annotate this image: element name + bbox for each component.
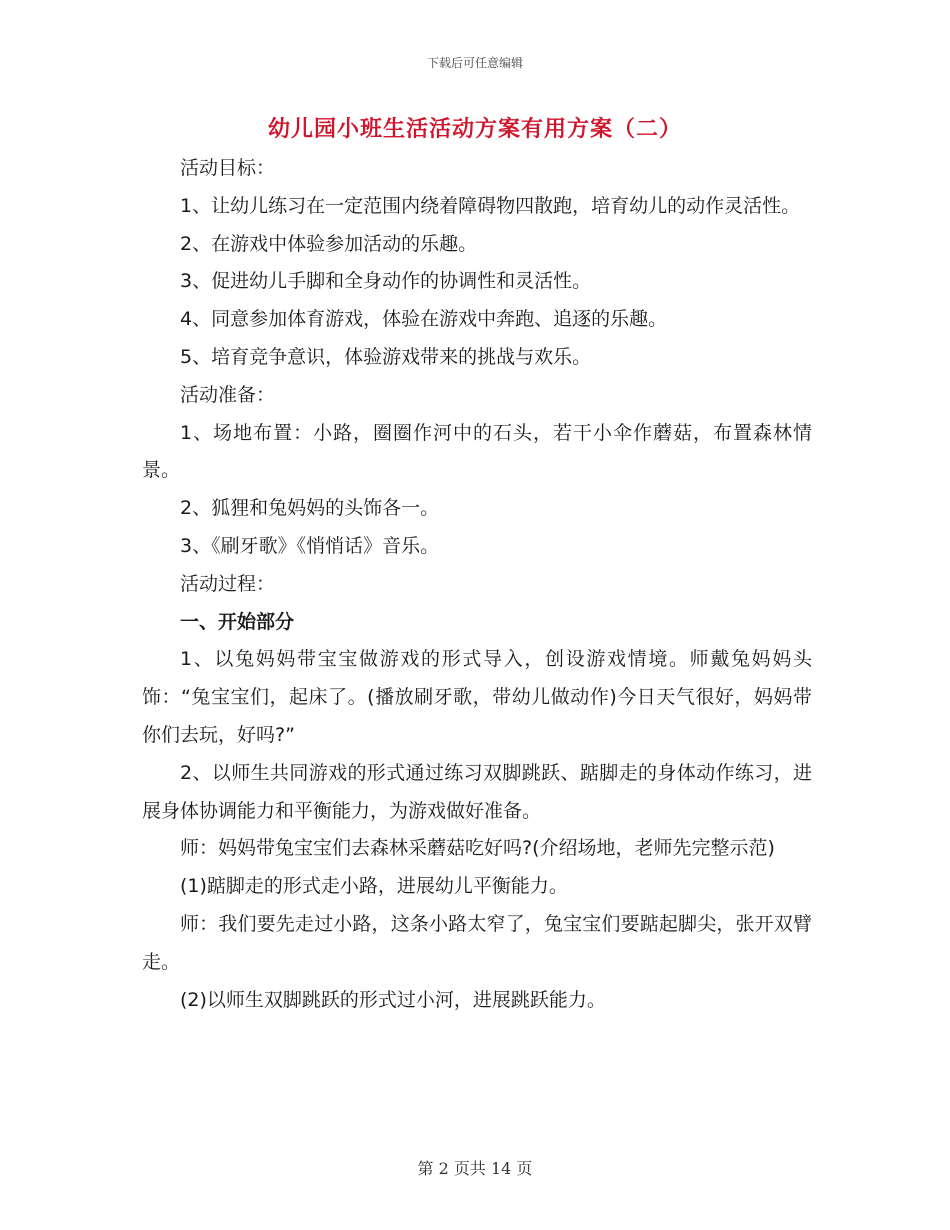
body-paragraph: 1、让幼儿练习在一定范围内绕着障碍物四散跑，培育幼儿的动作灵活性。 xyxy=(180,194,801,217)
document-body xyxy=(142,150,812,1019)
body-paragraph: 3、促进幼儿手脚和全身动作的协调性和灵活性。 xyxy=(180,270,592,293)
body-paragraph: (2)以师生双脚跳跃的形式过小河，进展跳跃能力。 xyxy=(180,988,606,1011)
body-paragraph: 3、《刷牙歌》《悄悄话》音乐。 xyxy=(180,534,440,557)
body-paragraph: 活动过程： xyxy=(180,572,276,595)
page-footer: 第 2 页共 14 页 xyxy=(417,1159,533,1178)
section-heading: 一、开始部分 xyxy=(180,610,295,633)
body-paragraph: 师：我们要先走过小路，这条小路太窄了，兔宝宝们要踮起脚尖，张开双臂走。 xyxy=(142,912,812,973)
body-paragraph: 2、以师生共同游戏的形式通过练习双脚跳跃、踮脚走的身体动作练习，进展身体协调能力和平衡能力，为游戏做好准备。 xyxy=(142,761,812,822)
body-paragraph: 1、以兔妈妈带宝宝做游戏的形式导入，创设游戏情境。师戴兔妈妈头饰：“兔宝宝们，起床了。(播放刷牙歌，带幼儿做动作)今日天气很好，妈妈带你们去玩，好吗?” xyxy=(142,648,812,746)
body-paragraph: 活动准备： xyxy=(180,383,276,406)
body-paragraph: 活动目标： xyxy=(180,157,276,179)
body-paragraph: 5、培育竞争意识，体验游戏带来的挑战与欢乐。 xyxy=(180,345,592,368)
page-header: 下载后可任意编辑 xyxy=(426,56,523,70)
body-paragraph: 2、狐狸和兔妈妈的头饰各一。 xyxy=(180,497,440,520)
body-paragraph: 2、在游戏中体验参加活动的乐趣。 xyxy=(180,232,478,255)
body-paragraph: 4、同意参加体育游戏，体验在游戏中奔跑、追逐的乐趣。 xyxy=(180,308,668,331)
body-paragraph: 1、场地布置：小路，圈圈作河中的石头，若干小伞作蘑菇，布置森林情景。 xyxy=(142,421,812,482)
body-paragraph: (1)踮脚走的形式走小路，进展幼儿平衡能力。 xyxy=(180,875,568,898)
document-title: 幼儿园小班生活活动方案有用方案（二） xyxy=(267,117,682,142)
body-paragraph: 师：妈妈带兔宝宝们去森林采蘑菇吃好吗?(介绍场地，老师先完整示范) xyxy=(180,837,775,860)
